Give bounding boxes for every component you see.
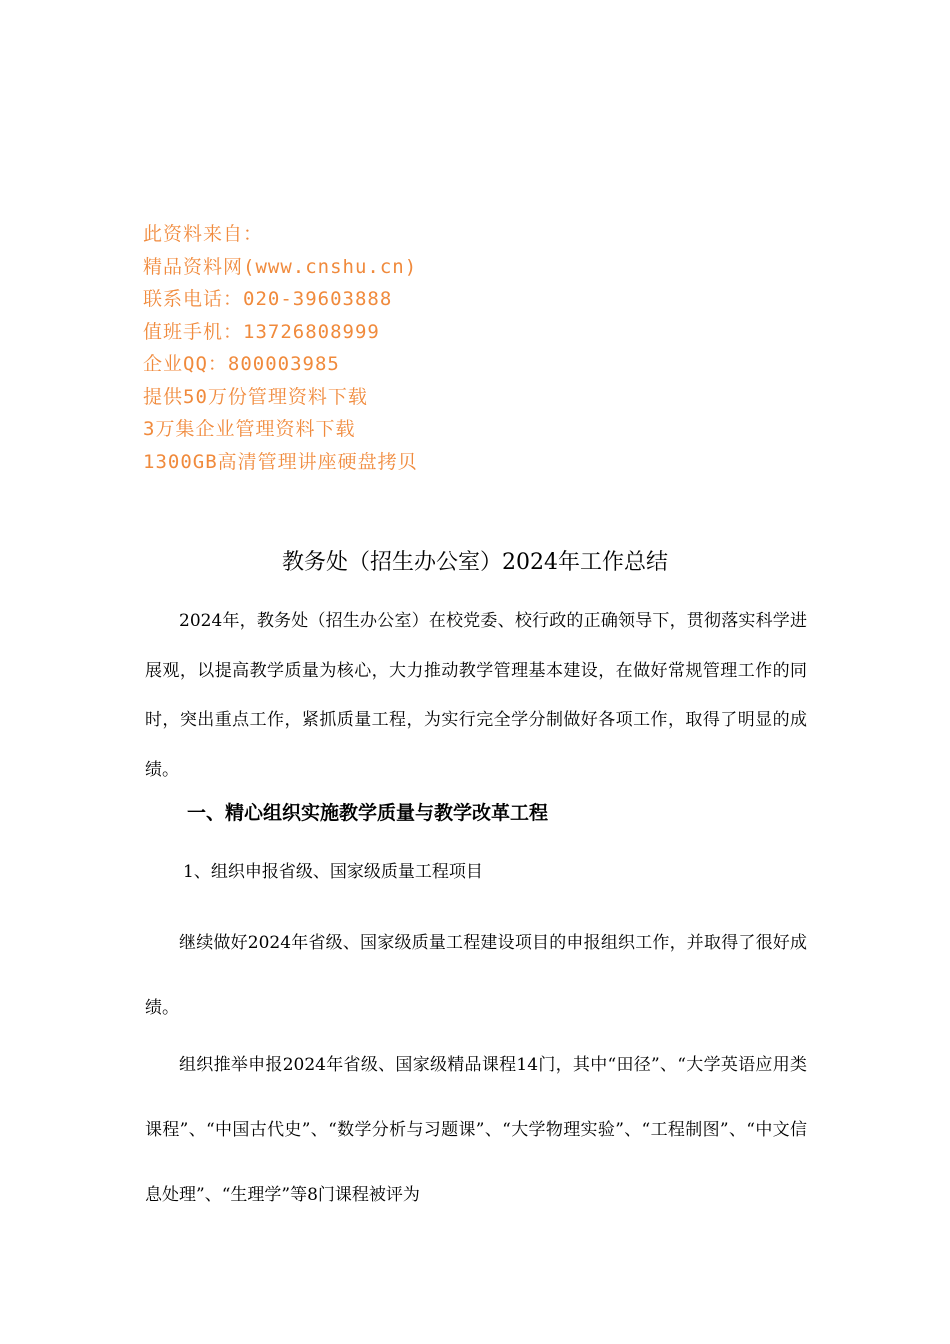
promo-line-mobile: 值班手机：13726808999 — [143, 320, 380, 343]
promo-line-offer-1: 提供50万份管理资料下载 — [143, 385, 368, 408]
document-title: 教务处（招生办公室）2024年工作总结 — [282, 550, 668, 575]
paragraph-application: 继续做好2024年省级、国家级质量工程建设项目的申报组织工作，并取得了很好成绩。 — [145, 933, 807, 1018]
promo-block — [143, 218, 418, 478]
promo-line-qq: 企业QQ：800003985 — [143, 353, 340, 375]
promo-line-offer-3: 1300GB高清管理讲座硬盘拷贝 — [143, 450, 418, 473]
promo-line-website: 精品资料网(www.cnshu.cn) — [143, 255, 418, 278]
promo-line-source: 此资料来自： — [143, 223, 264, 245]
subsection-heading-1: 1、组织申报省级、国家级质量工程项目 — [183, 862, 483, 882]
promo-line-phone: 联系电话：020-39603888 — [143, 288, 393, 310]
promo-line-offer-2: 3万集企业管理资料下载 — [143, 418, 356, 440]
intro-paragraph: 2024年，教务处（招生办公室）在校党委、校行政的正确领导下，贯彻落实科学进展观，以提高教学质量为核心，大力推动教学管理基本建设，在做好常规管理工作的同时，突出重点工作，紧抓质量工程，为实行完全学分制做好各项工作，取得了明显的成绩。 — [145, 611, 807, 780]
paragraph-courses: 组织推举申报2024年省级、国家级精品课程14门，其中“田径”、“大学英语应用类课程”、“中国古代史”、“数学分析与习题课”、“大学物理实验”、“工程制图”、“中文信息处理”、“生理学”等8门课程被评为 — [145, 1055, 807, 1205]
section-heading-1: 一、精心组织实施教学质量与教学改革工程 — [187, 802, 549, 824]
